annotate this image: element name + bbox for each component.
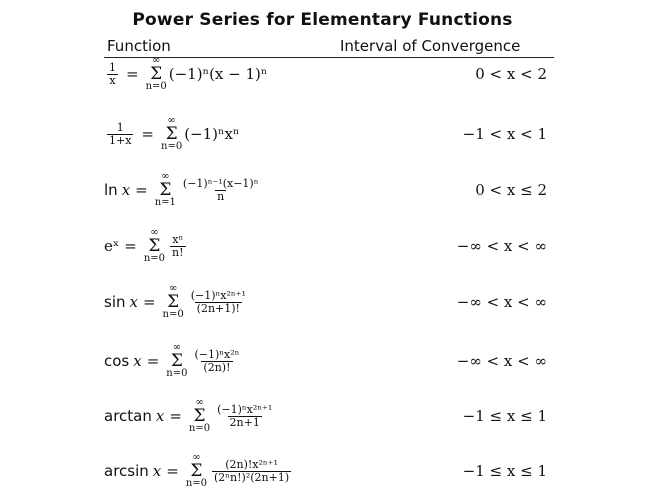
function-variable: x: [152, 462, 162, 480]
term-numerator: (2n)!x²ⁿ⁺¹: [225, 457, 278, 471]
lhs-fraction: [107, 62, 118, 87]
equals-sign: =: [126, 65, 139, 83]
series-formula: [104, 104, 239, 164]
term-numerator: (−1)ⁿx²ⁿ⁺¹: [190, 288, 246, 302]
function-name: cos: [104, 352, 130, 370]
sum-lower-limit: n=1: [154, 197, 176, 208]
series-formula: [104, 441, 294, 501]
series-term: (−1)ⁿxⁿ: [184, 125, 240, 143]
series-term: (−1)ⁿ(x − 1)ⁿ: [168, 65, 268, 83]
page-title: Power Series for Elementary Functions: [132, 10, 513, 30]
function-expression: eˣ: [104, 237, 120, 255]
sum-lower-limit: n=0: [145, 81, 167, 92]
function-name: arctan: [104, 407, 152, 425]
term-numerator: (−1)ⁿ⁻¹(x−1)ⁿ: [182, 176, 259, 190]
sigma-symbol: Σ: [150, 64, 163, 84]
function-variable: x: [129, 293, 138, 311]
term-numerator: (−1)ⁿx²ⁿ: [194, 347, 240, 361]
sum-lower-limit: n=0: [185, 478, 207, 489]
sum-upper-limit: ∞: [150, 227, 159, 238]
equals-sign: =: [141, 125, 154, 143]
series-formula: [104, 331, 244, 391]
equals-sign: =: [124, 237, 137, 255]
term-fraction: [170, 234, 186, 259]
function-name: sin: [104, 293, 126, 311]
sum-upper-limit: ∞: [167, 115, 176, 126]
sum-lower-limit: n=0: [166, 368, 188, 379]
interval-of-convergence: −∞ < x < ∞: [456, 293, 547, 311]
sum-upper-limit: ∞: [195, 397, 204, 408]
function-name: arcsin: [104, 462, 149, 480]
sum-lower-limit: n=0: [143, 253, 165, 264]
equals-sign: =: [166, 462, 179, 480]
series-formula: [104, 272, 251, 332]
sum-upper-limit: ∞: [161, 171, 170, 182]
interval-of-convergence: −1 ≤ x ≤ 1: [462, 462, 547, 480]
series-formula: [104, 44, 267, 104]
sigma-symbol: Σ: [159, 180, 172, 200]
lhs-fraction: [107, 122, 133, 147]
interval-column-header: Interval of Convergence: [340, 37, 521, 55]
summation: [155, 172, 176, 208]
series-formula: [104, 386, 277, 446]
sum-upper-limit: ∞: [168, 283, 178, 294]
function-variable: x: [155, 407, 165, 425]
sum-lower-limit: n=0: [188, 423, 211, 434]
sum-upper-limit: ∞: [172, 342, 182, 353]
term-fraction: [189, 290, 248, 315]
term-numerator: xⁿ: [172, 232, 184, 246]
term-fraction: [212, 459, 291, 484]
term-fraction: [215, 404, 274, 429]
function-variable: x: [121, 181, 131, 199]
sum-upper-limit: ∞: [192, 452, 201, 463]
term-denominator: (2n+1)!: [196, 301, 240, 315]
equals-sign: =: [142, 293, 156, 311]
interval-of-convergence: −∞ < x < ∞: [456, 237, 547, 255]
term-denominator: (2ⁿn!)²(2n+1): [214, 470, 290, 484]
interval-of-convergence: −1 < x < 1: [462, 125, 547, 143]
interval-of-convergence: 0 < x < 2: [475, 65, 547, 83]
lhs-numerator: 1: [116, 120, 124, 134]
lhs-denominator: x: [109, 73, 116, 87]
summation: [166, 343, 187, 379]
function-variable: x: [133, 352, 142, 370]
term-fraction: [192, 349, 241, 374]
lhs-denominator: 1+x: [109, 133, 132, 147]
summation: [146, 56, 167, 92]
function-name: ln: [104, 181, 118, 199]
sum-lower-limit: n=0: [161, 141, 183, 152]
summation: [161, 116, 182, 152]
term-fraction: [181, 178, 261, 203]
function-column-header: Function: [107, 37, 171, 55]
sigma-symbol: Σ: [165, 124, 178, 144]
series-formula: [104, 216, 189, 276]
term-denominator: 2n+1: [229, 415, 260, 429]
interval-of-convergence: −1 ≤ x ≤ 1: [462, 407, 547, 425]
series-formula: [104, 160, 263, 220]
sigma-symbol: Σ: [167, 292, 180, 312]
term-denominator: n!: [172, 245, 184, 259]
equals-sign: =: [169, 407, 182, 425]
sum-upper-limit: ∞: [152, 55, 161, 66]
interval-of-convergence: 0 < x ≤ 2: [475, 181, 547, 199]
summation: [186, 453, 207, 489]
sigma-symbol: Σ: [190, 461, 203, 481]
term-denominator: (2n)!: [203, 360, 231, 374]
term-numerator: (−1)ⁿx²ⁿ⁺¹: [217, 402, 273, 416]
equals-sign: =: [135, 181, 148, 199]
summation: [189, 398, 210, 434]
term-denominator: n: [217, 189, 225, 203]
summation: [144, 228, 165, 264]
lhs-numerator: 1: [109, 60, 116, 74]
equals-sign: =: [146, 352, 160, 370]
sigma-symbol: Σ: [148, 236, 161, 256]
sum-lower-limit: n=0: [162, 309, 184, 320]
summation: [163, 284, 184, 320]
sigma-symbol: Σ: [193, 406, 206, 426]
interval-of-convergence: −∞ < x < ∞: [456, 352, 547, 370]
sigma-symbol: Σ: [170, 351, 183, 371]
